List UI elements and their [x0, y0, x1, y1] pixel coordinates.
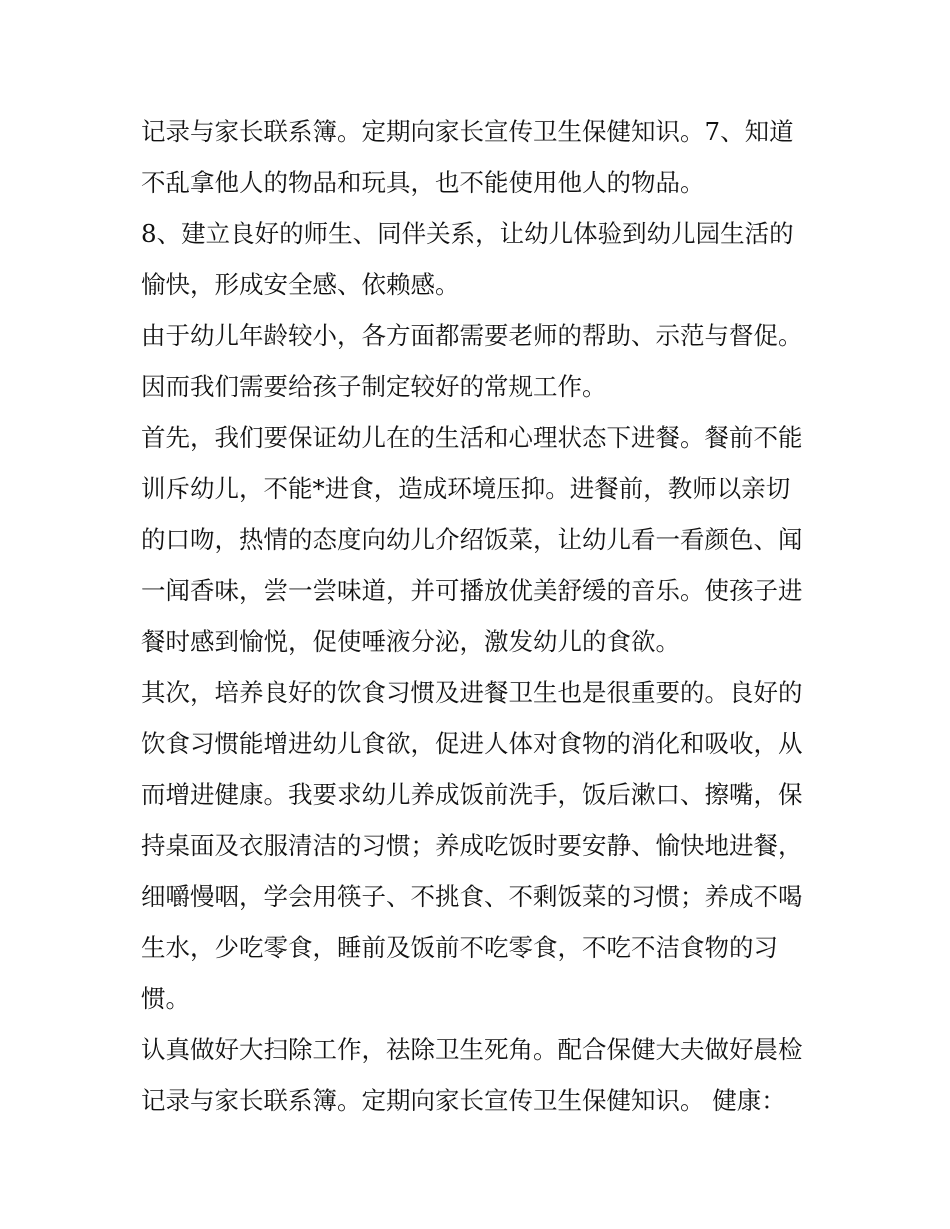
text-line: 记录与家长联系簿。定期向家长宣传卫生保健知识。 健康：: [141, 1086, 786, 1115]
text-line: 其次，培养良好的饮食习惯及进餐卫生也是很重要的。良好的: [141, 678, 803, 707]
text-line: 惯。: [141, 984, 190, 1013]
text-line: 生水，少吃零食，睡前及饭前不吃零食，不吃不洁食物的习: [141, 933, 778, 962]
text-line: 愉快，形成安全感、依赖感。: [141, 270, 460, 299]
text-line: 一闻香味，尝一尝味道，并可播放优美舒缓的音乐。使孩子进: [141, 576, 803, 605]
text-line: 由于幼儿年龄较小，各方面都需要老师的帮助、示范与督促。: [141, 321, 803, 350]
body-text: [141, 106, 821, 1126]
text-line: 餐时感到愉悦，促使唾液分泌，激发幼儿的食欲。: [141, 627, 680, 656]
text-line: 记录与家长联系簿。定期向家长宣传卫生保健知识。7、知道: [141, 117, 794, 146]
text-line: 8、建立良好的师生、同伴关系，让幼儿体验到幼儿园生活的: [141, 219, 794, 248]
text-line: 饮食习惯能增进幼儿食欲，促进人体对食物的消化和吸收，从: [141, 729, 803, 758]
text-line: 因而我们需要给孩子制定较好的常规工作。: [141, 372, 607, 401]
text-line: 训斥幼儿，不能*进食，造成环境压抑。进餐前，教师以亲切: [141, 474, 791, 503]
text-line: 的口吻，热情的态度向幼儿介绍饭菜，让幼儿看一看颜色、闻: [141, 525, 803, 554]
text-line: 认真做好大扫除工作，祛除卫生死角。配合保健大夫做好晨检: [141, 1035, 803, 1064]
text-line: 不乱拿他人的物品和玩具，也不能使用他人的物品。: [141, 168, 705, 197]
text-line: 持桌面及衣服清洁的习惯；养成吃饭时要安静、愉快地进餐，: [141, 831, 803, 860]
text-line: 首先，我们要保证幼儿在的生活和心理状态下进餐。餐前不能: [141, 423, 803, 452]
text-line: 而增进健康。我要求幼儿养成饭前洗手，饭后漱口、擦嘴，保: [141, 780, 803, 809]
text-line: 细嚼慢咽，学会用筷子、不挑食、不剩饭菜的习惯；养成不喝: [141, 882, 803, 911]
